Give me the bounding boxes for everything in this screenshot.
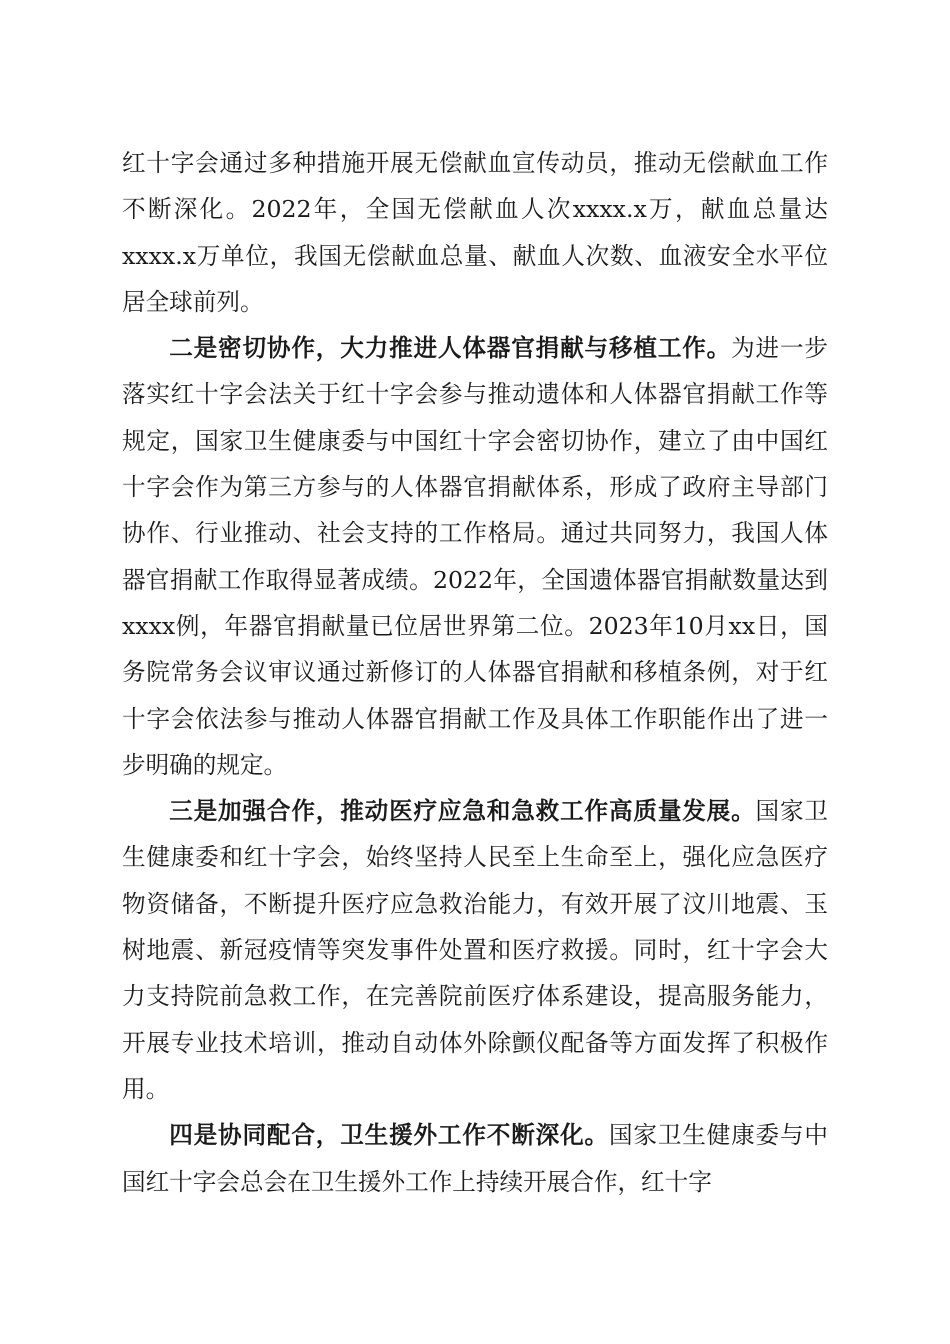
paragraph-medical-emergency [122, 788, 828, 1112]
paragraph-foreign-aid [122, 1112, 828, 1205]
document-body [122, 140, 828, 1205]
paragraph-body: 为进一步落实红十字会法关于红十字会参与推动遗体和人体器官捐献工作等规定，国家卫生健康委与中国红十字会密切协作，建立了由中国红十字会作为第三方参与的人体器官捐献体系，形成了政府主导部门协作、行业推动、社会支持的工作格局。通过共同努力，我国人体器官捐献工作取得显著成绩。2022年，全国遗体器官捐献数量达到xxxx例，年器官捐献量已位居世界第二位。2023年10月xx日，国务院常务会议审议通过新修订的人体器官捐献和移植条例，对于红十字会依法参与推动人体器官捐献工作及具体工作职能作出了进一步明确的规定。 [122, 334, 829, 779]
paragraph-body: 国家卫生健康委和红十字会，始终坚持人民至上生命至上，强化应急医疗物资储备，不断提升医疗应急救治能力，有效开展了汶川地震、玉树地震、新冠疫情等突发事件处置和医疗救援。同时，红十字会大力支持院前急救工作，在完善院前医疗体系建设，提高服务能力，开展专业技术培训，推动自动体外除颤仪配备等方面发挥了积极作用。 [122, 797, 829, 1103]
paragraph-body: 国家卫生健康委与中国红十字会总会在卫生援外工作上持续开展合作，红十字 [122, 1121, 828, 1196]
paragraph-heading: 三是加强合作，推动医疗应急和急救工作高质量发展。 [169, 797, 756, 826]
paragraph-heading: 二是密切协作，大力推进人体器官捐献与移植工作。 [169, 334, 732, 363]
paragraph-heading: 四是协同配合，卫生援外工作不断深化。 [169, 1121, 609, 1150]
paragraph-organ-donation [122, 325, 828, 788]
paragraph-body: 红十字会通过多种措施开展无偿献血宣传动员，推动无偿献血工作不断深化。2022年，全国无偿献血人次xxxx.x万，献血总量达xxxx.x万单位，我国无偿献血总量、献血人次数、血液安全水平位居全球前列。 [122, 149, 828, 316]
paragraph-blood-donation [122, 140, 828, 325]
